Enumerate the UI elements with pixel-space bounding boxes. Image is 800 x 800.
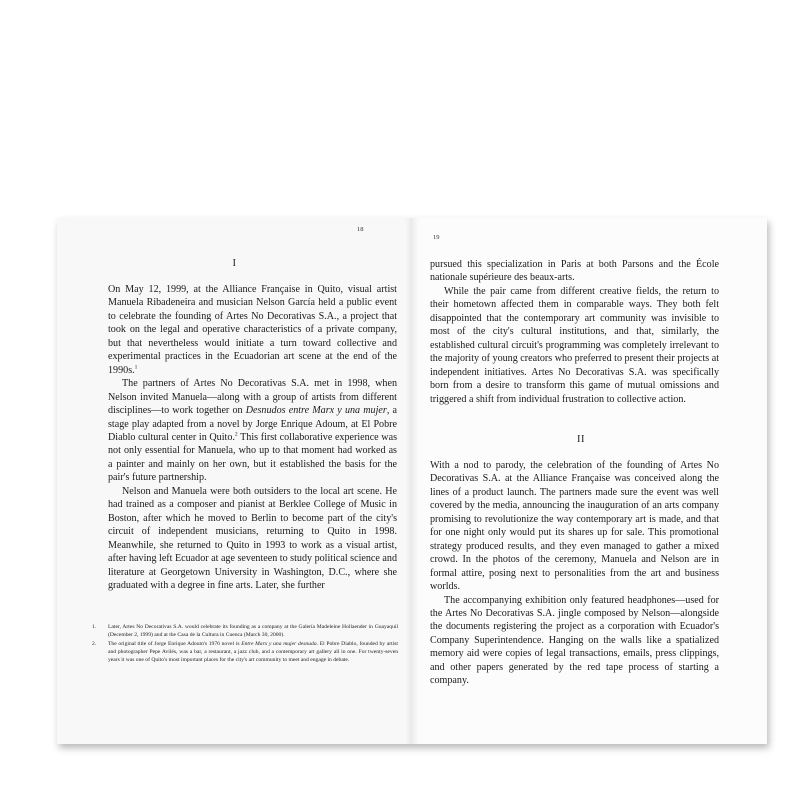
italic-title: Desnudos entre Marx y una mujer (245, 405, 387, 417)
left-section-heading-block (57, 258, 412, 269)
left-footnotes (92, 623, 398, 665)
right-page (412, 218, 767, 744)
book-spread (57, 218, 767, 744)
right-page-number-wrap (433, 226, 440, 244)
left-section-heading: I (232, 258, 237, 269)
text-run: The partners of Artes No Decorativas S.A. met in 1998, when Nelson invited Manuela—along with a group of artists from different disciplines—to work together on (108, 378, 397, 417)
left-page (57, 218, 412, 744)
left-page-number: 18 (357, 226, 364, 233)
footnote (92, 640, 398, 664)
book-gutter (405, 218, 419, 744)
text-run: . El Pobre Diablo, founded by artist and photographer Pepe Avilés, was a bar, a restaurant, a jazz club, and a contemporary art gallery all in one. For twenty-seven years it was one of Quito's most important places for the city's art community to meet and engage in debate. (108, 641, 398, 664)
paragraph (430, 594, 719, 688)
left-body-text (108, 283, 397, 592)
paragraph (430, 459, 719, 594)
text-run: pursued this specialization in Paris at both Parsons and the École nationale supérieure des beaux-arts. (430, 259, 719, 284)
text-run: On May 12, 1999, at the Alliance Française in Quito, visual artist Manuela Ribadeneira and musician Nelson García held a public event to celebrate the founding of Artes No Decorativas S.A., a project that took on the legal and operative characteristics of a private company, but that nevertheless would initiate a turn toward collective and experimental practices in the Ecuadorian art scene at the end of the 1990s. (108, 284, 397, 376)
text-run: This first collaborative experience was not only essential for Manuela, who up to that moment had worked as a painter and mainly on her own, but it established the basis for the pair's future partnership. (108, 431, 397, 484)
right-body-text-after (430, 459, 719, 688)
right-section-heading-block (412, 434, 750, 445)
right-section-heading: II (577, 434, 585, 445)
text-run: Nelson and Manuela were both outsiders to the local art scene. He had trained as a composer and pianist at Berklee College of Music in Boston, after which he moved to Berlin to become part of the city's circuit of independent musicians, returning to Quito in 1998. Meanwhile, she returned to Quito in 1993 to work as a visual artist, after having left Ecuador at age seventeen to study political science and literature at Georgetown University in Washington, D.C., where she graduated with a degree in fine arts. Later, she further (108, 485, 397, 591)
footnote-number: 1. (92, 624, 97, 630)
paragraph (430, 285, 719, 406)
italic-title: Entre Marx y una mujer desnuda (241, 641, 317, 648)
text-run: While the pair came from different creative fields, the return to their hometown affected them in comparable ways. They both felt disappointed that the contemporary art community was invisible to most of the city's cultural institutions, and that, similarly, the established cultural circuit's programming was completely irrelevant to the majority of young creators who preferred to present their projects at independent initiatives. Artes No Decorativas S.A. was specifically born from a desire to transform this game of mutual omissions and triggered a shift from individual frustration to collective action. (430, 285, 719, 405)
paragraph (108, 283, 397, 377)
text-run: The original title of Jorge Enrique Adoum's 1976 novel is (108, 641, 242, 648)
footnote (92, 623, 398, 639)
footnote-number: 2. (92, 641, 97, 648)
text-run: Later, Artes No Decorativas S.A. would celebrate its founding as a company at the Galería Madeleine Hollaender in Guayaquil (December 2, 1999) and at the Casa de la Cultura in Cuenca (March 30, 2000). (108, 624, 398, 639)
text-run: , a stage play adapted from a novel by Jorge Enrique Adoum, at El Pobre Diablo cultural center in Quito. (108, 405, 398, 443)
right-body-text-before (430, 258, 719, 406)
footnote-reference: 1 (134, 364, 138, 371)
footnote-reference: 2 (234, 431, 238, 438)
paragraph (108, 377, 397, 485)
paragraph (430, 258, 719, 285)
text-run: With a nod to parody, the celebration of the founding of Artes No Decorativas S.A. at the Alliance Française was conceived along the lines of a product launch. The partners made sure the event was well covered by the media, announcing the inauguration of an arts company promising to revolutionize the way contemporary art is made, and that for one night only would put its shares up for sale. This promotional strategy produced results, and they even managed to gather a mixed crowd. In the photos of the ceremony, Manuela and Nelson are in formal attire, posing next to personalities from the art and business worlds. (430, 460, 719, 593)
right-page-number: 19 (433, 234, 440, 241)
text-run: The accompanying exhibition only featured headphones—used for the Artes No Decorativas S.A. jingle composed by Nelson—alongside the documents registering the project as a corporation with Ecuador's Company Superintendence. Hanging on the walls like a spatialized memory aid were copies of legal transactions, emails, press clippings, and other papers generated by the red tape process of starting a company. (430, 594, 719, 687)
paragraph (108, 485, 397, 593)
